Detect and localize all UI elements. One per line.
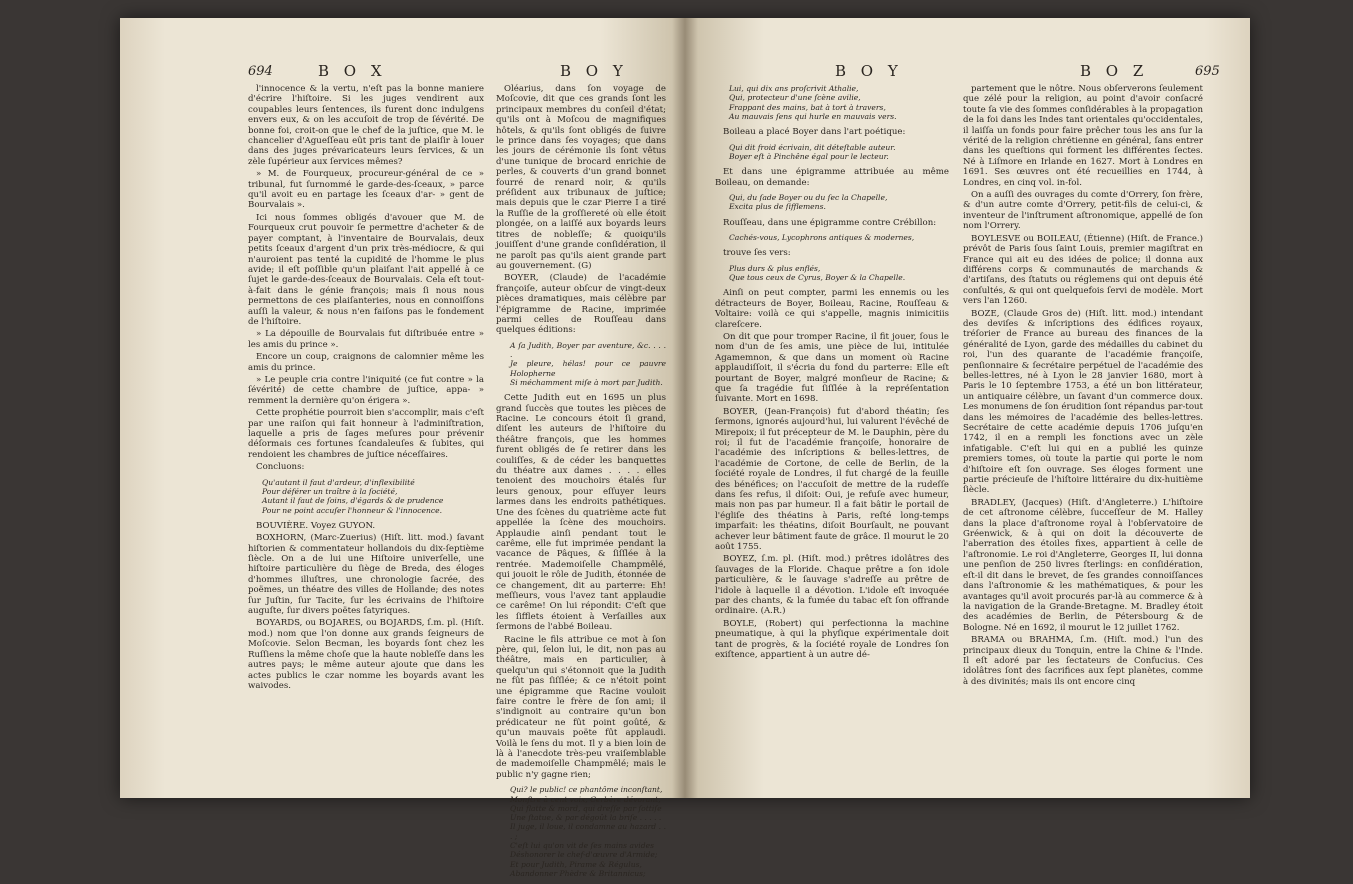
verse-line: Qui flatte & mord, qui dreſſe par ſottiſe: [510, 803, 662, 813]
verse-line: Au mauvais ſens qui hurle en mauvais vers.: [729, 111, 897, 121]
entry-boyer-jean-francois: BOYER, (Jean-François) fut d'abord théatin; ſes ſermons, ignorés aujourd'hui, lui valurent l'évêché de Mirepoix; il fut précepteur de M. le Dauphin, père du roi; il fut de l'académie françoiſe, honoraire de l'académie des inſcriptions & belles-lettres, de l'académie de Cortone, de celle de Berlin, de la ſociété royale de Londres, il fut chargé de la feuille des bénéfices; on l'accuſoit de mettre de la rudeſſe dans ſes refus, il diſoit: Oui, je refuſe avec humeur, mais non pas par humeur. Il a fait bâtir le portail de l'égliſe des théatins à Paris, reſté long-temps imparfait: les théatins, diſoit Bourſault, ne pouvant achever leur bâtiment faute de grâce. Il mourut le 20 août 1755.: [715, 406, 949, 553]
paragraph: Oléarius, dans ſon voyage de Moſcovie, dit que ces grands ſont les principaux membres du conſeil d'état; qu'ils ont à Moſcou de magnifiques hôtels, & qu'ils ſont obligés de ſuivre le prince dans ſes voyages; que dans les jours de cérémonie ils ſont vêtus d'une tunique de brocard enrichie de perles, & couverts d'un grand bonnet fourré de renard noir, & qu'ils préſident aux tribunaux de juſtice; mais depuis que le czar Pierre I a tiré la Ruſſie de la groſſiereté où elle étoit plongée, on a laiſſé aux boyards leurs titres de nobleſſe; & quoiqu'ils jouiſſent d'une grande conſidération, il ne paroît pas qu'ils aient grande part au gouvernement. (G): [496, 84, 666, 271]
left-column-1: [248, 84, 484, 693]
right-column-1: [715, 84, 949, 663]
verse-line: Pour ne point accuſer l'honneur & l'innocence.: [262, 505, 443, 515]
verse-line: Boyer eſt à Pinchêne égal pour le lecteur.: [729, 151, 889, 161]
verse-line: Si méchamment miſe à mort par Judith.: [510, 377, 663, 387]
verse-line: Qui, protecteur d'une ſcène avilie,: [729, 93, 861, 103]
verse-line: Frappant des mains, bat à tort à travers,: [729, 102, 886, 112]
verse-line: Je pleure, hélas! pour ce pauvre Holopherne: [510, 359, 666, 378]
verse-block: [510, 785, 666, 878]
paragraph: Racine le fils attribue ce mot à ſon père, qui, ſelon lui, le dit, non pas au théâtre, mais en particulier, à quelqu'un qui s'étonnoit que la Judith ne fût pas ſiſſlée; & ce n'étoit point une épigramme que Racine vouloit faire contre le frère de ſon ami; il s'indignoit au contraire qu'un bon prédicateur ne fût point goûté, & qu'un mauvais poëte fût applaudi. Voilà le ſens du mot. Il y a bien loin de là à l'anecdote très-peu vraiſemblable de mademoiſelle Champmêlé; mais le public n'y gagne rien;: [496, 634, 666, 780]
verse-block: [729, 193, 949, 212]
verse-line: Excita plus de ſifflemens.: [729, 202, 826, 212]
paragraph: » Le peuple cria contre l'iniquité (ce fut contre » la ſévérité) de cette chambre de juſtice, appa- » remment la dernière qu'on érigera ».: [248, 374, 484, 406]
running-head-right-col2: B O Z: [1080, 62, 1149, 80]
verse-line: Monſtre à cent voix, Cerbère dévorant,: [510, 794, 661, 804]
verse-line: Qu'autant il faut d'ardeur, d'inflexibilité: [262, 477, 415, 487]
entry-boze: BOZE, (Claude Gros de) (Hiſt. litt. mod.) intendant des deviſes & inſcriptions des édifices royaux, tréſorier de France au bureau des finances de la généralité de Lyon, garde des médailles du cabinet du roi, l'un des quarante de l'académie françoiſe, penſionnaire & ſecrétaire perpétuel de l'académie des belles-lettres, né à Lyon le 28 janvier 1680, mort à Paris le 10 ſeptembre 1753, a été un bon littérateur, un antiquaire célèbre, un ſavant d'un commerce doux. Les monumens de ſon érudition ſont répandus par-tout dans les mémoires de l'académie des belles-lettres. Secrétaire de cette académie depuis 1706 juſqu'en 1742, il en a rempli les fonctions avec un zèle infatigable. C'eſt lui qui en a publié les quinze premiers tomes, où toute la partie qui porte le nom d'hiſtoire eſt ſon ouvrage. Ses éloges forment une partie précieuſe de l'hiſtoire littéraire du dix-huitième ſiècle.: [963, 308, 1203, 496]
entry-bouviere: BOUVIÈRE. Voyez GUYON.: [256, 520, 376, 531]
paragraph: l'innocence & la vertu, n'eſt pas la bonne maniere d'écrire l'hiſtoire. Si les juges vendirent aux coupables leurs ſentences, ils furent donc indulgens envers eux, & on les accuſoit de trop de ſévérité. De bonne foi, croit-on que le chef de la juſtice, que M. le chancelier d'Agueſſeau eût pris tant de plaiſir à louer dans des juges prévaricateurs leurs ſervices, & un zèle ſupérieur aux ſervices mêmes?: [248, 84, 484, 167]
verse-line: Cachés-vous, Lycophrons antiques & modernes,: [729, 233, 915, 242]
verse-line: Une ſtatue, & par dégoût la briſe . . . . .: [510, 813, 662, 823]
entry-boyez: BOYEZ, ſ.m. pl. (Hiſt. mod.) prêtres idolâtres des ſauvages de la Floride. Chaque prêtre a ſon idole particulière, & le ſauvage s'adreſſe au prêtre de l'idole à laquelle il a dévotion. L'idole eſt invoquée par des chants, & la fumée du tabac eſt ſon offrande ordinaire. (A.R.): [715, 554, 949, 617]
verse-line: C'eſt lui qu'on vit de ſes mains avides: [510, 841, 654, 851]
paragraph: Cette Judith eut en 1695 un plus grand ſuccès que toutes les pièces de Racine. Le concours étoit ſi grand, diſent les auteurs de l'hiſtoire du théâtre françois, que les hommes furent obligés de ſe retirer dans les couliſſes, & de céder les banquettes du théatre aux dames . . . . elles tenoient des mouchoirs étalés ſur leurs genoux, pour eſſuyer leurs larmes dans les endroits pathétiques. Une des ſcènes du quatrième acte fut appellée la ſcène des mouchoirs. Applaudie ainſi pendant tout le carême, elle fut imprimée pendant la vacance de Pâques, & ſiſſlée à la rentrée. Mademoiſelle Champmêlé, qui jouoit le rôle de Judith, étonnée de ce changement, dit au parterre: Eh! meſſieurs, vous l'avez tant applaudie ce carême! On lui répondit: C'eſt que les ſifflets étoient à Verſailles aux ſermons de l'abbé Boileau.: [496, 393, 666, 633]
verse-block: [262, 478, 484, 515]
paragraph: Cette prophétie pourroit bien s'accomplir, mais c'eſt par une raiſon qui fait honneur à l'adminiſtration, laquelle a pris de ſages meſures pour prévenir déſormais ces fortunes ſcandaleuſes & ſubites, qui rendoient les chambres de juſtice néceſſaires.: [248, 408, 484, 460]
paragraph: Concluons:: [256, 462, 305, 473]
running-head-left-col2: B O Y: [560, 62, 628, 80]
verse-line: Que tous ceux de Cyrus, Boyer & la Chapelle.: [729, 273, 906, 282]
verse-line: Qui dit froid écrivain, dit déteſtable auteur.: [729, 142, 896, 152]
verse-line: Pour déférer un traître à la ſociété,: [262, 486, 398, 496]
verse-line: Il juge, il loue, il condamne au hazard . . . ;: [510, 822, 666, 841]
running-head-left-col1: B O X: [318, 62, 387, 80]
paragraph: Ainſi on peut compter, parmi les ennemis ou les détracteurs de Boyer, Boileau, Racine, Rouſſeau & Voltaire: voilà ce qui s'appelle, magnis inimicitiis clareſcere.: [715, 288, 949, 330]
paragraph: » M. de Fourqueux, procureur-général de ce » tribunal, fut ſurnommé le garde-des-ſceaux, » parce qu'il avoit eu en partage les ſceaux d'ar- » gent de Bourvalais ».: [248, 169, 484, 211]
right-page: [685, 18, 1250, 798]
left-column-2: [496, 84, 666, 884]
entry-brama: BRAMA ou BRAHMA, ſ.m. (Hiſt. mod.) l'un des principaux dieux du Tonquin, entre la Chine & l'Inde. Il eſt adoré par les ſectateurs de Confucius. Ces idolâtres ſont des ſacrifices aux ſept planètes, comme à des divinités; mais ils ont encore cinq: [963, 635, 1203, 687]
verse-block: [729, 143, 949, 162]
paragraph: partement que le nôtre. Nous obſerverons ſeulement que zélé pour la religion, au point d'avoir conſacré toute ſa vie des ſommes conſidérables à la propagation de la foi dans les Indes tant orientales qu'occidentales, il laiſſa un fonds pour faire prêcher tous les ans ſur la vérité de la religion chrétienne en général, ſans entrer dans les queſtions qui forment les différentes ſectes. Né à Liſmore en Irlande en 1627. Mort à Londres en 1691. Ses œuvres ont été recueillies en 1744, à Londres, en cinq vol. in-fol.: [963, 84, 1203, 188]
verse-line: Abandonner Phèdre & Britannicus;: [510, 868, 646, 878]
entry-boyer-claude: BOYER, (Claude) de l'académie françoiſe, auteur obſcur de vingt-deux pièces dramatiques, mais célèbre par l'épigramme de Racine, imprimée parmi celles de Rouſſeau dans quelques éditions:: [496, 273, 666, 336]
entry-boyards: BOYARDS, ou BOJARES, ou BOJARDS, ſ.m. pl. (Hiſt. mod.) nom que l'on donne aux grands ſeigneurs de Moſcovie. Selon Becman, les boyards ſont chez les Ruſſiens la même choſe que la haute nobleſſe dans les autres pays; le même auteur ajoute que dans les actes publics le czar nomme les boyards avant les waivodes.: [248, 618, 484, 691]
verse-line: Plus durs & plus enflés,: [729, 263, 821, 273]
verse-line: Lui, qui dix ans proſcrivit Athalie,: [729, 84, 859, 93]
book-gutter: [672, 18, 698, 798]
paragraph: On a auſſi des ouvrages du comte d'Orrery, ſon frère, & d'un autre comte d'Orrery, petit-fils de celui-ci, & inventeur de l'inſtrument aſtronomique, appellé de ſon nom l'Orrery.: [963, 190, 1203, 232]
verse-line: A ſa Judith, Boyer par aventure, &c. . . . .: [510, 340, 666, 360]
verse-line: Déshonorer le chef-d'œuvre d'Armide;: [510, 850, 658, 860]
book-spread: [120, 18, 1250, 878]
left-page: [120, 18, 685, 878]
verse-block: [729, 84, 949, 121]
paragraph: Rouſſeau, dans une épigramme contre Crébillon:: [723, 217, 937, 228]
verse-line: Autant il faut de ſoins, d'égards & de prudence: [262, 496, 444, 506]
verse-block: [729, 233, 949, 242]
entry-boylesve: BOYLESVE ou BOILEAU, (Étienne) (Hiſt. de France.) prévôt de Paris ſous ſaint Louis, premier magiſtrat en France qui ait eu des idées de police; il donna aux différens corps & communautés de marchands & d'artiſans, des ſtatuts ou réglemens qui ont depuis été conſultés, & qui ont quelquefois ſervi de modèle. Mort vers l'an 1260.: [963, 233, 1203, 307]
paragraph: On dit que pour tromper Racine, il fit jouer, ſous le nom d'un de ſes amis, une pièce de lui, intitulée Agamemnon, & que dans un moment où Racine applaudiſſoit, il s'écria du fond du parterre: Elle eſt pourtant de Boyer, malgré monſieur de Racine; & que ſa tragédie fut ſiſſlée à la repréſentation ſuivante. Mort en 1698.: [715, 331, 949, 405]
paragraph: trouve ſes vers:: [723, 248, 791, 259]
paragraph: Ici nous ſommes obligés d'avouer que M. de Fourqueux crut pouvoir ſe permettre d'acheter & de payer comptant, à l'inventaire de Bourvalais, deux petits ſceaux d'argent d'un prix très-médiocre, & qui n'auroient pas tenté la cupidité de l'homme le plus avide; il eſt poſſible qu'un plaiſant l'ait appellé à ce ſujet le garde-des-ſceaux de Bourvalais. Cela eſt tout-à-fait dans le génie françois; mais ſi nous nous permettons de ces plaiſanteries, nous en connoiſſons auſſi la valeur, & nous n'en faiſons pas le fondement de l'hiſtoire.: [248, 212, 484, 327]
verse-line: Qui, du ſade Boyer ou du ſec la Chapelle,: [729, 193, 888, 202]
entry-boxhorn: BOXHORN, (Marc-Zuerius) (Hiſt. litt. mod.) ſavant hiſtorien & commentateur hollandois du dix-ſeptième ſiècle. On a de lui une Hiſtoire univerſelle, une hiſtoire particulière du ſiège de Breda, des éloges d'hommes illuſtres, une chronologie ſacrée, des poëmes, un théatre des villes de Hollande; des notes ſur Juſtin, ſur Tacite, ſur les écrivains de l'hiſtoire auguſte, ſur divers poëtes ſatyriques.: [248, 533, 484, 617]
entry-boyle: BOYLE, (Robert) qui perfectionna la machine pneumatique, à qui la phyſique expérimentale doit tant de progrès, & la ſociété royale de Londres ſon exiſtence, appartient à un autre dé-: [715, 618, 949, 661]
page-number-right: 695: [1195, 64, 1220, 79]
paragraph: » La dépouille de Bourvalais fut diſtribuée entre » les amis du prince ».: [248, 329, 484, 350]
verse-line: Qui? le public! ce phantôme inconſtant,: [510, 785, 663, 795]
verse-line: Et pour Judith, Pirame & Régulus,: [510, 859, 642, 869]
running-head-right-col1: B O Y: [835, 62, 903, 80]
paragraph: Encore un coup, craignons de calomnier même les amis du prince.: [248, 352, 484, 373]
paragraph: Boileau a placé Boyer dans l'art poétique:: [723, 127, 906, 138]
verse-block: [729, 264, 949, 283]
paragraph: Et dans une épigramme attribuée au même Boileau, on demande:: [715, 167, 949, 188]
right-column-2: [963, 84, 1203, 689]
verse-block: [510, 341, 666, 387]
page-number-left: 694: [248, 64, 273, 79]
entry-bradley: BRADLEY, (Jacques) (Hiſt. d'Angleterre.) L'hiſtoire de cet aſtronome célèbre, ſucceſſeur de M. Halley dans la place d'aſtronome royal à l'obſervatoire de Gréenwick, & à qui on doit la découverte de l'aberration des étoiles fixes, appartient à celle de l'aſtronomie. Le roi d'Angleterre, Georges II, lui donna une penſion de 250 livres ſterlings: en conſidération, eſt-il dit dans le brevet, de ſes grandes connoiſſances dans l'aſtronomie & les mathématiques, & pour les avantages qu'il avoit procurés par-là au commerce & à la navigation de la Grande-Bretagne. M. Bradley étoit des académies de Berlin, de Pétersbourg & de Bologne. Né en 1692, il mourut le 12 juillet 1762.: [963, 497, 1203, 633]
